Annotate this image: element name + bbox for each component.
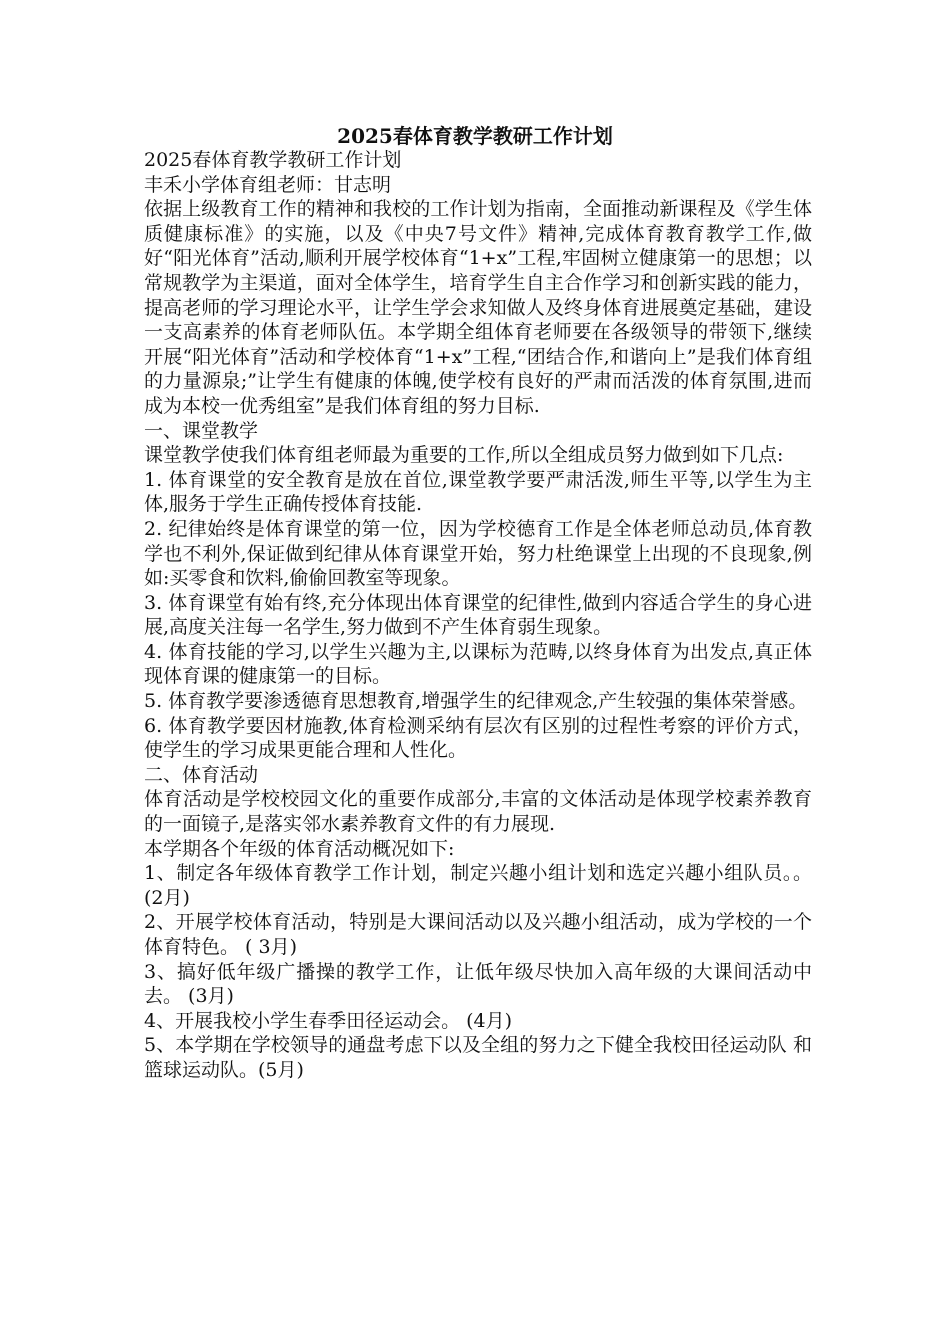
paragraph-subtitle: 2025春体育教学教研工作计划 xyxy=(144,149,402,171)
list-item-activity-1: 1、制定各年级体育教学工作计划，制定兴趣小组计划和选定兴趣小组队员。。(2月) xyxy=(144,862,812,909)
list-item-classroom-4: 4. 体育技能的学习,以学生兴趣为主,以课标为范畴,以终身体育为出发点,真正体现体育课的健康第一的目标。 xyxy=(144,640,812,688)
list-item-activity-3: 3、搞好低年级广播操的教学工作，让低年级尽快加入高年级的大课间活动中去。 (3月) xyxy=(144,960,812,1008)
paragraph-intro: 依据上级教育工作的精神和我校的工作计划为指南，全面推动新课程及《学生体质健康标准》的实施，以及《中央7号文件》精神,完成体育教育教学工作,做好“阳光体育”活动,顺利开展学校体育“1+x”工程,牢固树立健康第一的思想；以常规教学为主渠道，面对全体学生，培育学生自主合作学习和创新实践的能力，提高老师的学习理论水平，让学生学会求知做人及终身体育进展奠定基础，建设一支高素养的体育老师队伍。本学期全组体育老师要在各级领导的带领下,继续开展“阳光体育”活动和学校体育“1+x”工程,“团结合作,和谐向上”是我们体育组的力量源泉;”让学生有健康的体魄,使学校有良好的严肃而活泼的体育氛围,进而成为本校一优秀组室”是我们体育组的努力目标. xyxy=(144,198,812,417)
list-item-activity-4: 4、开展我校小学生春季田径运动会。 (4月) xyxy=(144,1009,513,1032)
list-item-classroom-3: 3. 体育课堂有始有终,充分体现出体育课堂的纪律性,做到内容适合学生的身心进展,高度关注每一名学生,努力做到不产生体育弱生现象。 xyxy=(144,591,812,639)
section-heading-classroom: 一、课堂教学 xyxy=(144,419,259,442)
list-item-classroom-1: 1. 体育课堂的安全教育是放在首位,课堂教学要严肃活泼,师生平等,以学生为主体,服务于学生正确传授体育技能. xyxy=(144,468,812,516)
paragraph-author: 丰禾小学体育组老师：甘志明 xyxy=(144,173,392,196)
document-title: 2025春体育教学教研工作计划 xyxy=(337,124,613,148)
list-item-classroom-5: 5. 体育教学要渗透德育思想教育,增强学生的纪律观念,产生较强的集体荣誉感。 xyxy=(144,690,808,713)
document-body xyxy=(144,148,812,1083)
section-heading-activities: 二、体育活动 xyxy=(144,763,259,786)
paragraph-activities-intro: 体育活动是学校校园文化的重要作成部分,丰富的文体活动是体现学校素养教育的一面镜子,是落实邻水素养教育文件的有力展现. xyxy=(144,788,812,836)
paragraph-activities-overview: 本学期各个年级的体育活动概况如下: xyxy=(144,837,455,860)
list-item-classroom-6: 6. 体育教学要因材施教,体育检测采纳有层次有区别的过程性考察的评价方式，使学生的学习成果更能合理和人性化。 xyxy=(144,714,812,762)
list-item-activity-5: 5、本学期在学校领导的通盘考虑下以及全组的努力之下健全我校田径运动队 和篮球运动队。(5月) xyxy=(144,1034,812,1081)
paragraph-classroom-intro: 课堂教学使我们体育组老师最为重要的工作,所以全组成员努力做到如下几点: xyxy=(144,444,784,467)
list-item-activity-2: 2、开展学校体育活动，特别是大课间活动以及兴趣小组活动，成为学校的一个体育特色。 ( 3月) xyxy=(144,911,812,958)
list-item-classroom-2: 2. 纪律始终是体育课堂的第一位，因为学校德育工作是全体老师总动员,体育教学也不利外,保证做到纪律从体育课堂开始，努力杜绝课堂上出现的不良现象,例如:买零食和饮料,偷偷回教室等现象。 xyxy=(144,517,812,590)
